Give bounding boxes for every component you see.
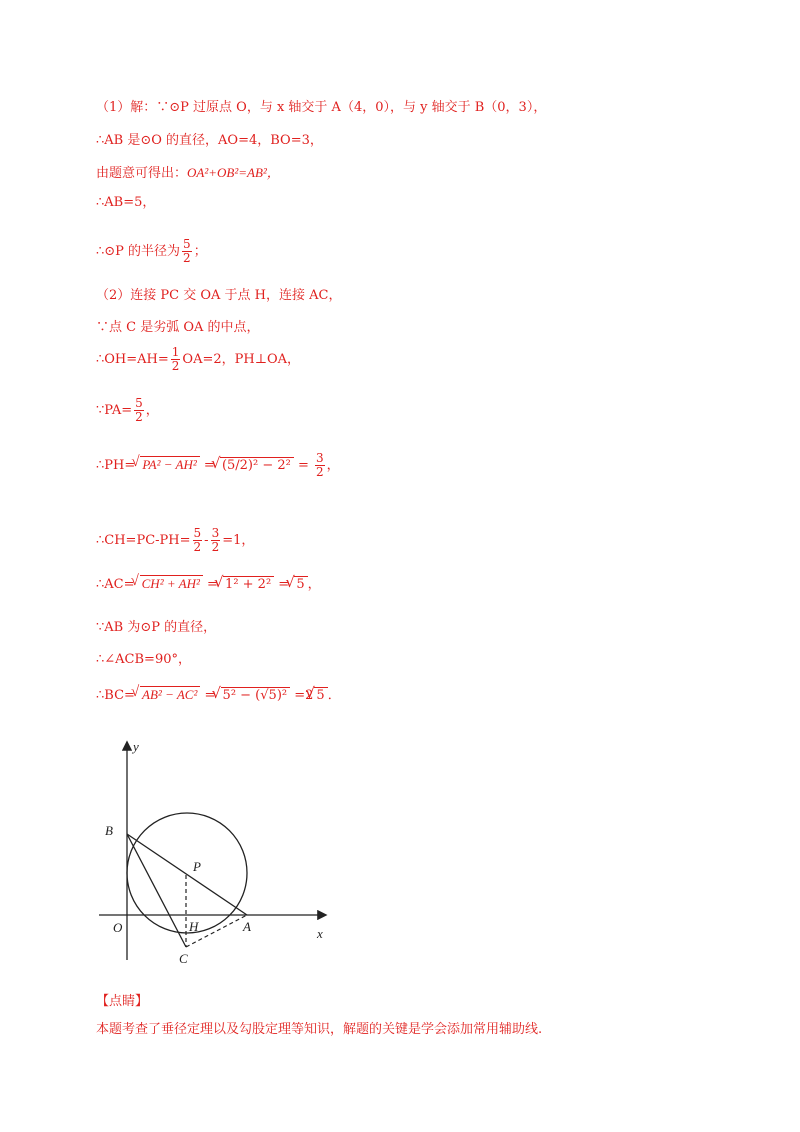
text: ∵PA= (96, 403, 133, 418)
solution-line (96, 686, 341, 704)
equals: = (293, 458, 314, 473)
solution-line (96, 238, 207, 265)
minus: - (204, 533, 209, 548)
label-y: y (133, 739, 139, 754)
solution-line: （1）解：∵⊙P 过原点 O，与 x 轴交于 A（4，0），与 y 轴交于 B（0，3）， (96, 100, 547, 115)
numerator: 5 (135, 396, 143, 410)
label-a: A (243, 919, 251, 934)
text: ； (193, 244, 207, 259)
text: ， (307, 577, 321, 592)
text: 由题意可得出： (96, 166, 188, 181)
comment-heading: 【点睛】 (96, 994, 149, 1009)
denominator: 2 (193, 540, 202, 554)
solution-line (96, 346, 300, 373)
solution-line: ∵AB 为⊙P 的直径， (96, 620, 217, 635)
solution-line (96, 527, 254, 554)
solution-line (96, 165, 280, 182)
numerator: 3 (316, 451, 324, 465)
equals: = (274, 577, 294, 592)
text: ∴CH=PC-PH= (96, 533, 191, 548)
radical: √ (5/2)² − 2² (220, 457, 294, 474)
fraction (315, 452, 325, 479)
text: =2 (290, 688, 314, 703)
text: ∴PH= (96, 458, 136, 473)
text: ∴OH=AH= (96, 352, 169, 367)
numerator: 5 (193, 526, 202, 540)
equals: = (200, 688, 220, 703)
numerator: 1 (171, 345, 180, 359)
text: ． (327, 688, 341, 703)
radical: √ 5² − (√5)² (221, 687, 291, 704)
solution-line: ∴AB 是⊙O 的直径，AO=4，BO=3， (96, 133, 323, 148)
fraction (171, 346, 181, 373)
fraction (182, 238, 192, 265)
radical: √ 5 (314, 687, 327, 704)
denominator: 2 (211, 540, 220, 554)
fraction (193, 527, 203, 554)
fraction (211, 527, 221, 554)
text: OA=2，PH⊥OA， (182, 352, 300, 367)
text: ∴AC= (96, 577, 135, 592)
label-x: x (317, 926, 323, 941)
numerator: 5 (183, 237, 191, 251)
label-h: H (189, 919, 199, 934)
radical: √ AB² − AC² (140, 686, 200, 703)
formula: OA²+OB²=AB²， (187, 165, 280, 180)
text: ∴⊙P 的半径为 (96, 244, 181, 259)
denominator: 2 (171, 359, 180, 373)
radical: √ CH² + AH² (140, 575, 203, 592)
solution-line (96, 575, 321, 593)
denominator: 2 (316, 465, 324, 479)
fraction (134, 397, 144, 424)
segment-bc (127, 834, 186, 947)
label-p: P (193, 859, 201, 874)
label-o: O (113, 920, 123, 935)
segment-ab (127, 834, 247, 915)
solution-line (96, 397, 159, 424)
denominator: 2 (183, 251, 191, 265)
radical: √ PA² − AH² (140, 456, 199, 473)
numerator: 3 (211, 526, 220, 540)
text: ∴BC= (96, 688, 135, 703)
denominator: 2 (135, 410, 143, 424)
radical: √ 1² + 2² (223, 576, 274, 593)
label-b: B (105, 823, 113, 838)
text: =1， (222, 533, 255, 548)
solution-line: ∴∠ACB=90°， (96, 652, 191, 667)
label-c: C (179, 951, 188, 966)
equals: = (202, 577, 223, 592)
comment-body: 本题考查了垂径定理以及勾股定理等知识，解题的关键是学会添加常用辅助线. (96, 1022, 543, 1037)
text: ， (145, 403, 159, 418)
equals: = (199, 458, 219, 473)
solution-line: ∴AB=5， (96, 195, 156, 210)
text: ， (326, 458, 340, 473)
solution-line: （2）连接 PC 交 OA 于点 H，连接 AC， (96, 288, 342, 303)
geometry-figure (95, 735, 345, 970)
solution-line (96, 452, 340, 479)
solution-line: ∵点 C 是劣弧 OA 的中点， (96, 320, 260, 335)
radical: √ 5 (294, 576, 307, 593)
